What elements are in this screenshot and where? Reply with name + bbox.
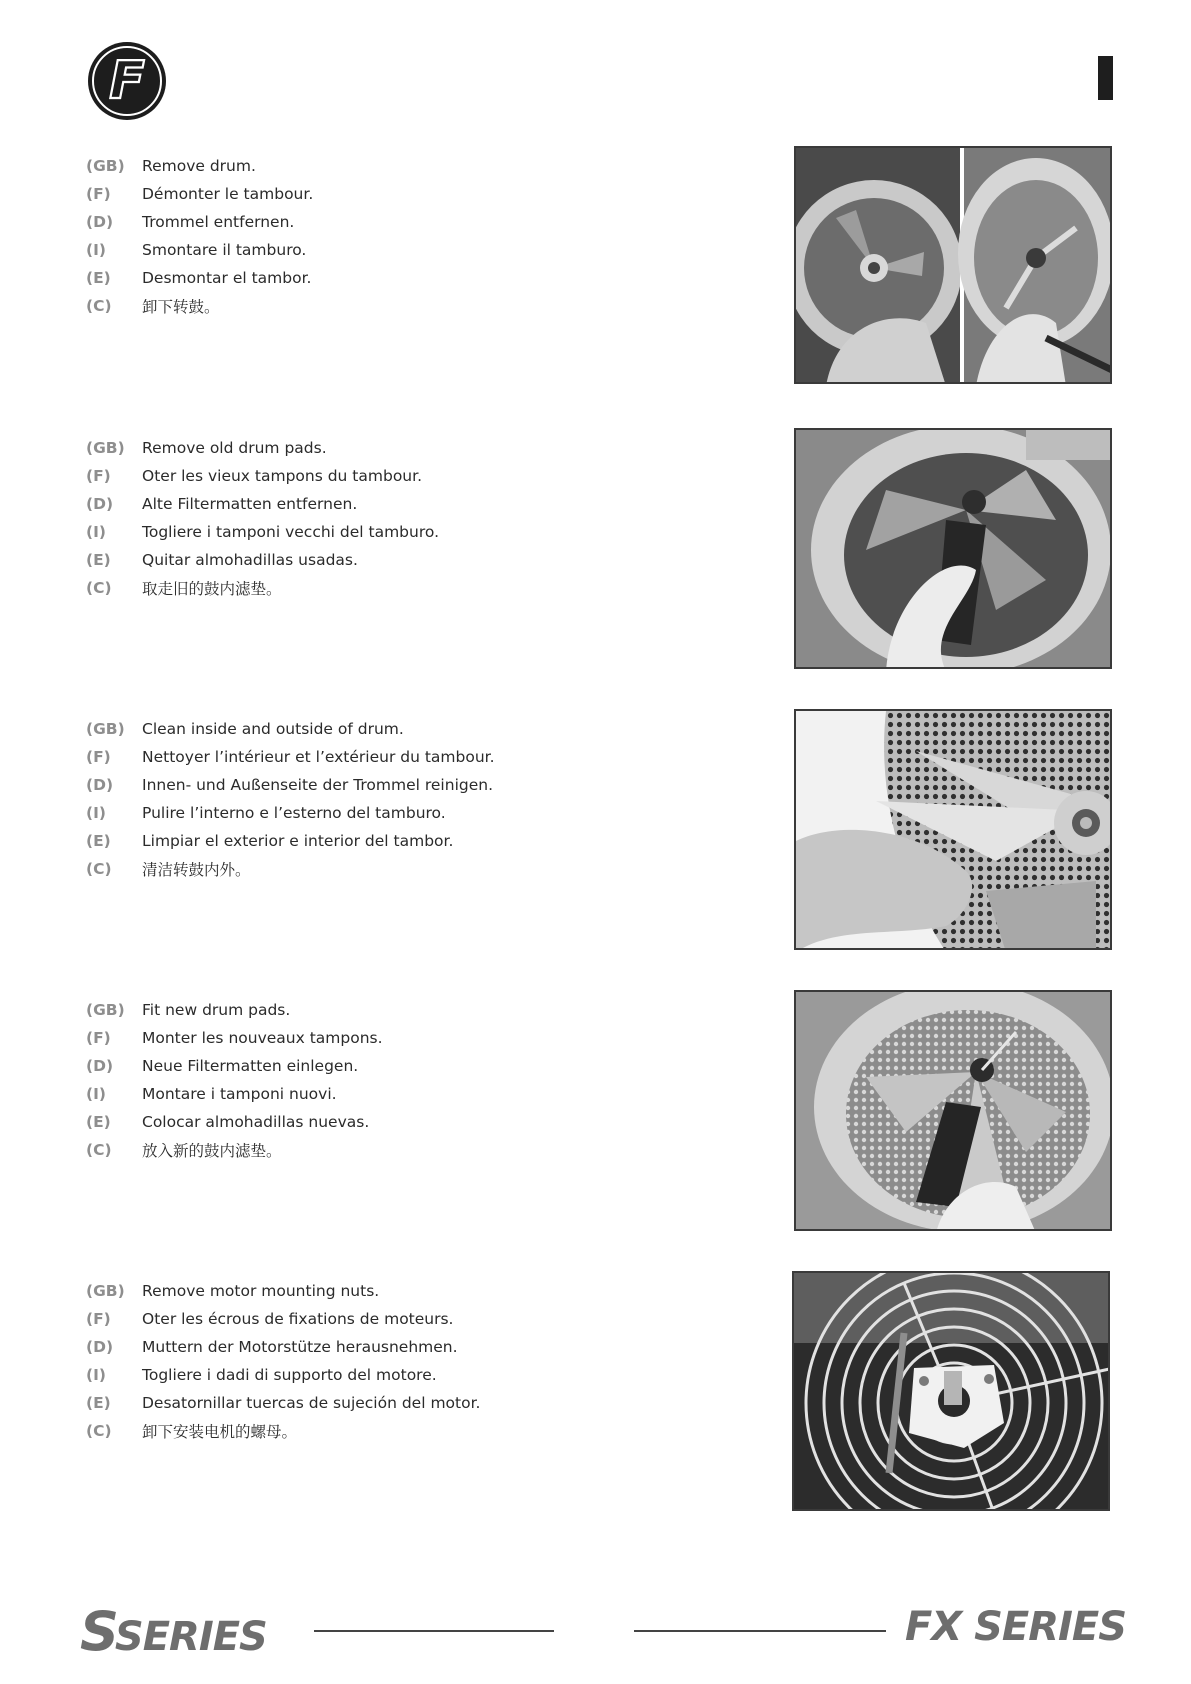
footer-fx-series-text: FX SERIES	[905, 1604, 1127, 1650]
lang-code: (GB)	[86, 439, 125, 457]
lang-code: (E)	[86, 1394, 111, 1412]
lang-code: (D)	[86, 1338, 114, 1356]
step-fit-new-pads	[86, 990, 1116, 1235]
lang-code: (D)	[86, 776, 114, 794]
instruction-lines	[86, 152, 313, 320]
instruction-text: Desatornillar tuercas de sujeción del motor.	[142, 1394, 481, 1412]
step-remove-drum	[86, 146, 1116, 391]
lang-code: (F)	[86, 748, 111, 766]
instruction-lines	[86, 715, 495, 883]
instruction-text: Fit new drum pads.	[142, 1001, 291, 1019]
instruction-text: Oter les vieux tampons du tambour.	[142, 467, 423, 485]
photo-remove-old-pads	[794, 428, 1112, 669]
footer-s-series-text: SERIES	[114, 1614, 267, 1660]
instruction-line	[86, 855, 495, 883]
instruction-text: Togliere i tamponi vecchi del tamburo.	[142, 523, 440, 541]
instruction-text: Neue Filtermatten einlegen.	[142, 1057, 359, 1075]
instruction-text: Colocar almohadillas nuevas.	[142, 1113, 370, 1131]
instruction-line	[86, 771, 495, 799]
lang-code: (C)	[86, 1422, 112, 1440]
instruction-text: Oter les écrous de fixations de moteurs.	[142, 1310, 454, 1328]
instruction-line	[86, 236, 313, 264]
instruction-lines	[86, 996, 383, 1164]
instruction-lines	[86, 1277, 480, 1445]
lang-code: (E)	[86, 832, 111, 850]
lang-code: (GB)	[86, 1001, 125, 1019]
lang-code: (C)	[86, 297, 112, 315]
instruction-line	[86, 208, 313, 236]
footer-rule-left	[314, 1630, 554, 1632]
instruction-line	[86, 715, 495, 743]
instruction-text: Nettoyer l’intérieur et l’extérieur du tambour.	[142, 748, 495, 766]
photo-fit-new-pads	[794, 990, 1112, 1231]
instruction-text: 放入新的鼓内滤垫。	[142, 1142, 282, 1160]
lang-code: (GB)	[86, 157, 125, 175]
instruction-text: Limpiar el exterior e interior del tambor.	[142, 832, 454, 850]
instruction-line	[86, 574, 439, 602]
instruction-line	[86, 996, 383, 1024]
instruction-line	[86, 827, 495, 855]
instruction-text: 卸下安装电机的螺母。	[142, 1423, 298, 1441]
logo-letter: F	[109, 51, 145, 111]
instruction-text: Remove drum.	[142, 157, 256, 175]
instruction-text: Remove motor mounting nuts.	[142, 1282, 380, 1300]
lang-code: (E)	[86, 269, 111, 287]
lang-code: (I)	[86, 241, 106, 259]
lang-code: (GB)	[86, 720, 125, 738]
instruction-line	[86, 1052, 383, 1080]
footer-s-series-logo	[80, 1600, 267, 1663]
lang-code: (D)	[86, 495, 114, 513]
lang-code: (I)	[86, 523, 106, 541]
instruction-text: Remove old drum pads.	[142, 439, 327, 457]
lang-code: (D)	[86, 1057, 114, 1075]
instruction-line	[86, 743, 495, 771]
instruction-text: Montare i tamponi nuovi.	[142, 1085, 337, 1103]
instruction-text: 卸下转鼓。	[142, 298, 220, 316]
footer-s-letter: S	[80, 1600, 115, 1663]
page-tab-marker	[1098, 56, 1113, 100]
instruction-line	[86, 434, 439, 462]
instruction-line	[86, 1277, 480, 1305]
instruction-text: Monter les nouveaux tampons.	[142, 1029, 383, 1047]
lang-code: (I)	[86, 1366, 106, 1384]
photo-clean-drum	[794, 709, 1112, 950]
instruction-line	[86, 462, 439, 490]
instruction-text: Clean inside and outside of drum.	[142, 720, 404, 738]
lang-code: (F)	[86, 185, 111, 203]
instruction-line	[86, 799, 495, 827]
instruction-line	[86, 490, 439, 518]
instruction-text: Togliere i dadi di supporto del motore.	[142, 1366, 437, 1384]
lang-code: (C)	[86, 1141, 112, 1159]
lang-code: (C)	[86, 579, 112, 597]
instruction-text: Démonter le tambour.	[142, 185, 314, 203]
instruction-line	[86, 1361, 480, 1389]
step-clean-drum	[86, 709, 1116, 954]
photo-remove-motor-nuts	[792, 1271, 1110, 1511]
instruction-line	[86, 180, 313, 208]
instruction-text: Innen- und Außenseite der Trommel reinigen.	[142, 776, 493, 794]
photo-remove-drum	[794, 146, 1112, 384]
instruction-text: Alte Filtermatten entfernen.	[142, 495, 358, 513]
lang-code: (C)	[86, 860, 112, 878]
instruction-text: Smontare il tamburo.	[142, 241, 307, 259]
lang-code: (E)	[86, 1113, 111, 1131]
instruction-line	[86, 1108, 383, 1136]
instruction-text: Pulire l’interno e l’esterno del tamburo.	[142, 804, 446, 822]
instruction-text: Desmontar el tambor.	[142, 269, 312, 287]
instruction-lines	[86, 434, 439, 602]
instruction-line	[86, 1389, 480, 1417]
footer-rule-right	[634, 1630, 886, 1632]
instruction-line	[86, 1333, 480, 1361]
instruction-text: 清洁转鼓内外。	[142, 861, 251, 879]
instruction-text: Muttern der Motorstütze herausnehmen.	[142, 1338, 458, 1356]
instruction-line	[86, 518, 439, 546]
lang-code: (F)	[86, 1029, 111, 1047]
instruction-line	[86, 1305, 480, 1333]
instruction-line	[86, 264, 313, 292]
brand-logo	[86, 40, 168, 122]
lang-code: (I)	[86, 804, 106, 822]
instruction-line	[86, 152, 313, 180]
instruction-text: Quitar almohadillas usadas.	[142, 551, 358, 569]
step-remove-motor-nuts	[86, 1271, 1116, 1516]
footer-fx-series-logo	[905, 1604, 1126, 1650]
instruction-line	[86, 546, 439, 574]
lang-code: (GB)	[86, 1282, 125, 1300]
instruction-text: 取走旧的鼓内滤垫。	[142, 580, 282, 598]
instruction-text: Trommel entfernen.	[142, 213, 295, 231]
instruction-line	[86, 1024, 383, 1052]
lang-code: (I)	[86, 1085, 106, 1103]
step-remove-old-pads	[86, 428, 1116, 673]
instruction-line	[86, 1080, 383, 1108]
instruction-line	[86, 1417, 480, 1445]
lang-code: (F)	[86, 467, 111, 485]
lang-code: (F)	[86, 1310, 111, 1328]
instruction-line	[86, 292, 313, 320]
lang-code: (E)	[86, 551, 111, 569]
lang-code: (D)	[86, 213, 114, 231]
instruction-line	[86, 1136, 383, 1164]
